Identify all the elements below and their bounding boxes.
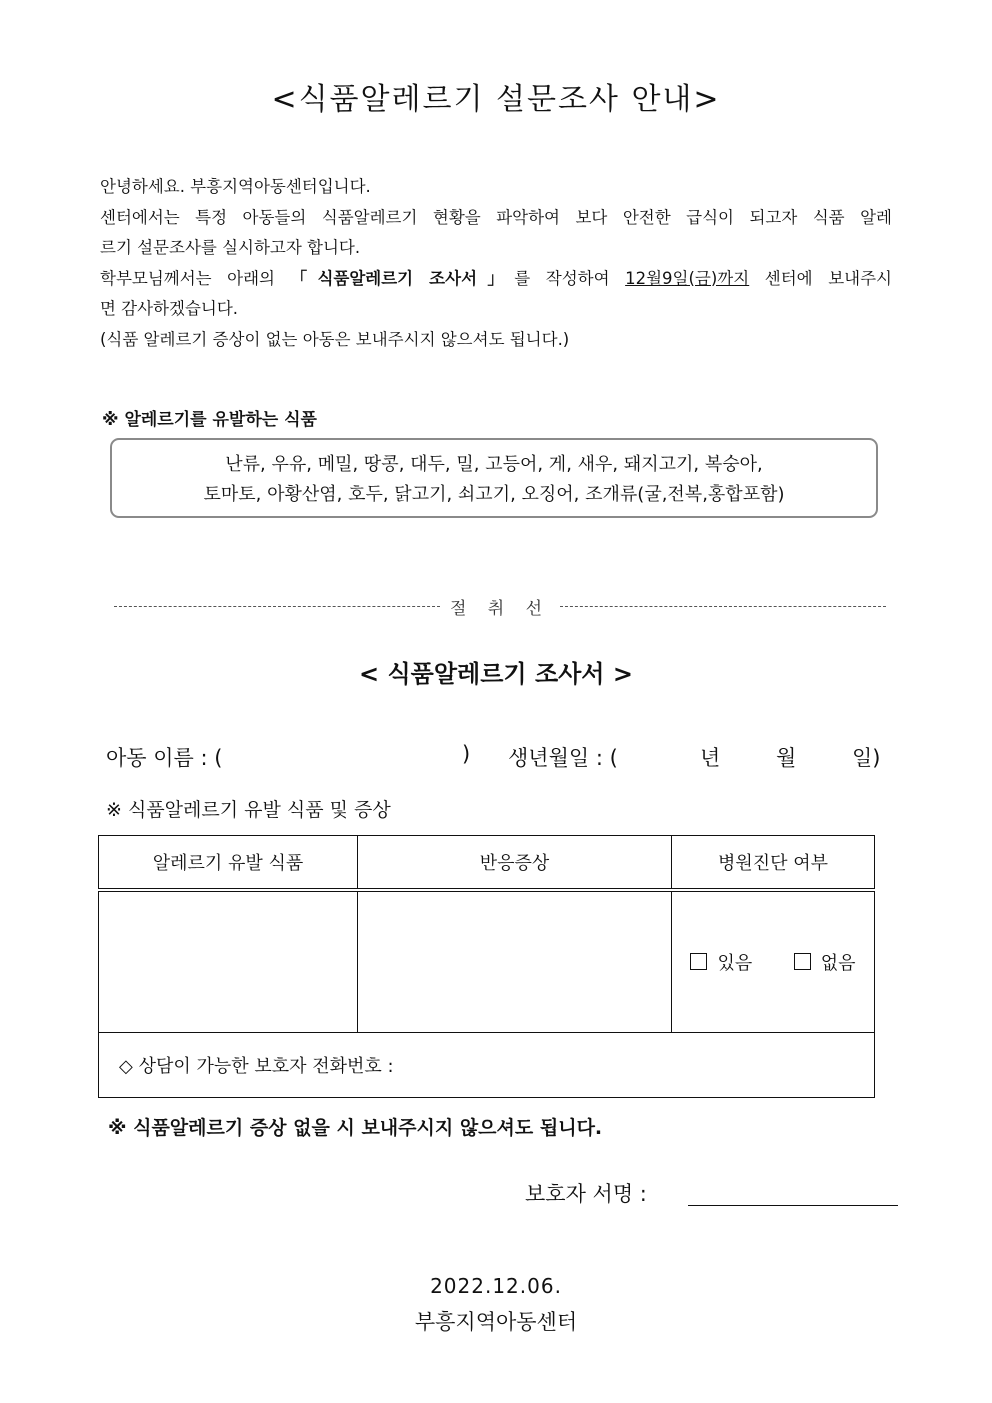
cut-line-dash-right — [560, 606, 886, 607]
birth-year-label: 년 — [700, 746, 721, 770]
guardian-phone-field[interactable] — [99, 1033, 875, 1098]
intro-para2-line2: 르기 설문조사를 실시하고자 합니다. — [100, 238, 361, 257]
intro-text — [100, 172, 892, 355]
cut-line-label: 절 취 선 — [449, 599, 551, 619]
allergen-heading: ※ 알레르기를 유발하는 식품 — [102, 410, 317, 430]
intro-para3-line1 — [100, 264, 892, 295]
intro-para3-line2: 면 감사하겠습니다. — [100, 299, 239, 318]
child-name-label: 아동 이름 : ( — [106, 746, 223, 770]
intro-note: (식품 알레르기 증상이 없는 아동은 보내주시지 않으셔도 됩니다.) — [100, 329, 570, 349]
symptoms-cell[interactable] — [358, 890, 672, 1033]
allergy-survey-table — [98, 835, 875, 1098]
cut-line — [114, 594, 886, 619]
birth-day-label: 일) — [852, 746, 881, 770]
option-yes-label: 있음 — [717, 953, 753, 974]
intro-para3-post: 센터에 보내주시 — [749, 268, 892, 288]
col-header-symptoms: 반응증상 — [358, 836, 672, 891]
intro-para3-pre: 학부모님께서는 아래의 — [100, 268, 291, 288]
intro-greeting: 안녕하세요. 부흥지역아동센터입니다. — [100, 177, 371, 196]
no-submit-note: ※ 식품알레르기 증상 없을 시 보내주시지 않으셔도 됩니다. — [108, 1117, 603, 1139]
document-date: 2022.12.06. — [430, 1274, 562, 1298]
col-header-allergen-food: 알레르기 유발 식품 — [99, 836, 358, 891]
allergen-list-line1: 난류, 우유, 메밀, 땅콩, 대두, 밀, 고등어, 게, 새우, 돼지고기, 복숭아, — [225, 454, 763, 475]
organization-name: 부흥지역아동센터 — [414, 1310, 578, 1334]
checkbox-no[interactable] — [794, 953, 811, 970]
child-name-close: ) — [462, 742, 471, 766]
allergen-list-line2: 토마토, 아황산염, 호두, 닭고기, 쇠고기, 오징어, 조개류(굴,전복,홍합포함) — [203, 484, 785, 505]
signature-line[interactable] — [688, 1205, 898, 1206]
allergen-food-box — [110, 438, 878, 518]
phone-row — [99, 1033, 875, 1098]
allergen-food-cell[interactable] — [99, 890, 358, 1033]
birth-date-label: 생년월일 : ( — [508, 746, 618, 770]
form-title: < 식품알레르기 조사서 > — [359, 660, 633, 688]
guardian-phone-label: ◇ 상담이 가능한 보호자 전화번호 : — [119, 1056, 394, 1077]
checkbox-yes[interactable] — [690, 953, 707, 970]
signature-label: 보호자 서명 : — [525, 1182, 647, 1206]
intro-para2-line1: 센터에서는 특정 아동들의 식품알레르기 현황을 파악하여 보다 안전한 급식이 되고자 식품 알레 — [100, 207, 892, 227]
deadline-text: 12월9일(금)까지 — [625, 268, 750, 288]
diagnosis-cell — [672, 890, 875, 1033]
cut-line-dash-left — [114, 606, 440, 607]
table-header-row — [99, 836, 875, 891]
option-no-label: 없음 — [820, 953, 856, 974]
table-row — [99, 890, 875, 1033]
intro-para3-mid: 를 작성하여 — [514, 268, 626, 288]
survey-section-heading: ※ 식품알레르기 유발 식품 및 증상 — [106, 799, 391, 821]
birth-month-label: 월 — [776, 746, 797, 770]
form-name-emphasis: 「식품알레르기 조사서」 — [290, 268, 515, 288]
col-header-hospital-diagnosis: 병원진단 여부 — [672, 836, 875, 891]
page-title: <식품알레르기 설문조사 안내> — [271, 82, 721, 117]
